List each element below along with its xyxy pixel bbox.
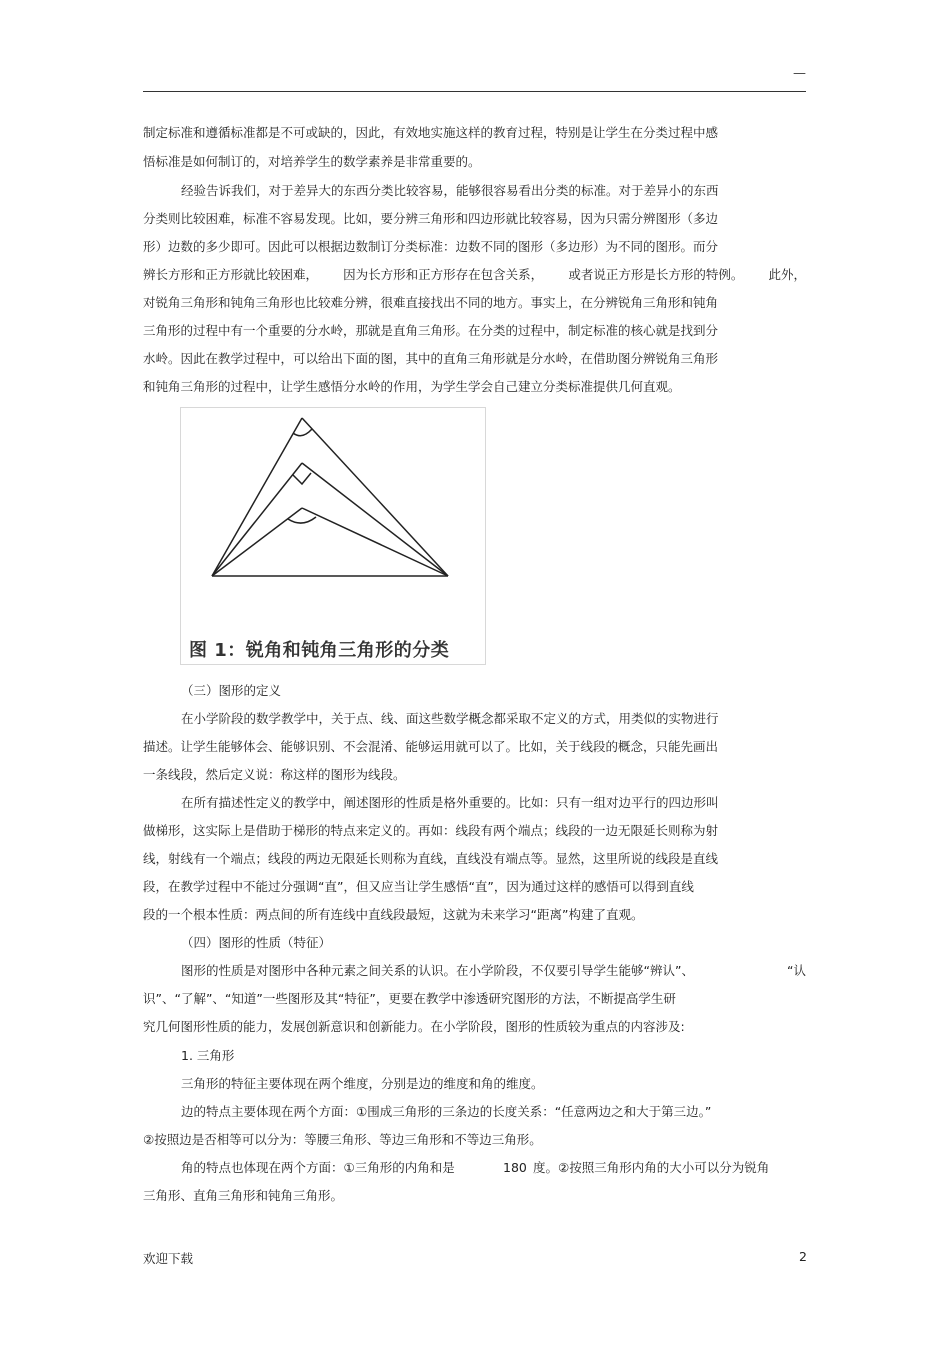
section3-line-5: 做梯形，这实际上是借助于梯形的特点来定义的。再如：线段有两个端点；线段的一边无限延长则称为射 [143,823,719,838]
figure-caption: 图 1：锐角和钝角三角形的分类 [189,640,450,661]
section3-line-1: 在小学阶段的数学教学中，关于点、线、面这些数学概念都采取不定义的方式，用类似的实物进行 [181,711,719,726]
section3-line-7: 段，在教学过程中不能过分强调“直”，但又应当让学生感悟“直”，因为通过这样的感悟可以得到直线 [143,879,694,894]
section4-line-8: 三角形、直角三角形和钝角三角形。 [143,1188,344,1203]
acute-triangle-left-side [212,418,302,576]
section4-line-3: 究几何图形性质的能力，发展创新意识和创新能力。在小学阶段，图形的性质较为重点的内容涉及: [143,1019,685,1034]
p2-line-3: 形）边数的多少即可。因此可以根据边数制订分类标准：边数不同的图形（多边形）为不同的图形。而分 [143,239,719,254]
section4-item-triangle: 1. 三角形 [181,1048,235,1063]
p2-line-4-part-a: 辨长方形和正方形就比较困难， [143,267,319,282]
p2-line-8: 和钝角三角形的过程中，让学生感悟分水岭的作用，为学生学会自己建立分类标准提供几何直观。 [143,379,681,394]
p2-line-2: 分类则比较困难，标准不容易发现。比如，要分辨三角形和四边形就比较容易，因为只需分辨图形（多边 [143,211,719,226]
section3-line-4: 在所有描述性定义的教学中，阐述图形的性质是格外重要的。比如：只有一组对边平行的四边形叫 [181,795,719,810]
section4-line-7b: 180 [503,1160,527,1175]
section3-title: （三）图形的定义 [181,683,282,698]
header-mark: — [793,66,806,81]
p1-line-2: 悟标准是如何制订的，对培养学生的数学素养是非常重要的。 [143,154,481,169]
section3-line-2: 描述。让学生能够体会、能够识别、不会混淆、能够运用就可以了。比如，关于线段的概念，只能先画出 [143,739,719,754]
triangle-figure [180,407,486,665]
section4-line-5: 边的特点主要体现在两个方面：①围成三角形的三条边的长度关系：“任意两边之和大于第三边。” [181,1104,712,1119]
section4-line-1a: 图形的性质是对图形中各种元素之间关系的认识。在小学阶段，不仅要引导学生能够“辨认”、 [181,963,694,978]
section4-line-7a: 角的特点也体现在两个方面：①三角形的内角和是 [181,1160,455,1175]
obtuse-triangle-left-side [212,508,302,576]
section3-line-3: 一条线段，然后定义说：称这样的图形为线段。 [143,767,406,782]
section4-line-1b: “认 [787,963,806,978]
p2-line-4-part-c: 或者说正方形是长方形的特例。 [568,267,744,282]
acute-triangle-right-side [302,418,448,576]
section4-title: （四）图形的性质（特征） [181,935,332,950]
page-number: 2 [799,1249,807,1264]
p2-line-5: 对锐角三角形和钝角三角形也比较难分辨，很难直接找出不同的地方。事实上，在分辨锐角三角形和钝角 [143,295,719,310]
section3-line-8: 段的一个根本性质：两点间的所有连线中直线段最短，这就为未来学习“距离”构建了直观。 [143,907,644,922]
p1-line-1: 制定标准和遵循标准都是不可或缺的，因此，有效地实施这样的教育过程，特别是让学生在分类过程中感 [143,125,719,140]
obtuse-angle-arc [288,517,316,523]
right-triangle-right-side [302,463,448,576]
p2-line-4 [143,267,806,283]
section4-line-2: 识”、“了解”、“知道”一些图形及其“特征”，更要在教学中渗透研究图形的方法，不断提高学生研 [143,991,676,1006]
p2-line-1: 经验告诉我们，对于差异大的东西分类比较容易，能够很容易看出分类的标准。对于差异小的东西 [181,183,719,198]
section4-line-4: 三角形的特征主要体现在两个维度，分别是边的维度和角的维度。 [181,1076,544,1091]
p2-line-4-part-b: 因为长方形和正方形存在包含关系， [343,267,544,282]
section4-line-6: ②按照边是否相等可以分为：等腰三角形、等边三角形和不等边三角形。 [143,1132,542,1147]
section3-line-6: 线，射线有一个端点；线段的两边无限延长则称为直线，直线没有端点等。显然，这里所说的线段是直线 [143,851,719,866]
section4-line-7c: 度。②按照三角形内角的大小可以分为锐角 [533,1160,770,1175]
header-rule [143,91,806,92]
p2-line-6: 三角形的过程中有一个重要的分水岭，那就是直角三角形。在分类的过程中，制定标准的核心就是找到分 [143,323,719,338]
triangle-diagram [181,408,485,664]
right-angle-mark [293,473,311,484]
p2-line-7: 水岭。因此在教学过程中，可以给出下面的图，其中的直角三角形就是分水岭，在借助图分辨锐角三角形 [143,351,719,366]
footer-text: 欢迎下载 [143,1251,194,1266]
obtuse-triangle-right-side [302,508,448,576]
p2-line-4-part-d: 此外， [768,267,806,282]
